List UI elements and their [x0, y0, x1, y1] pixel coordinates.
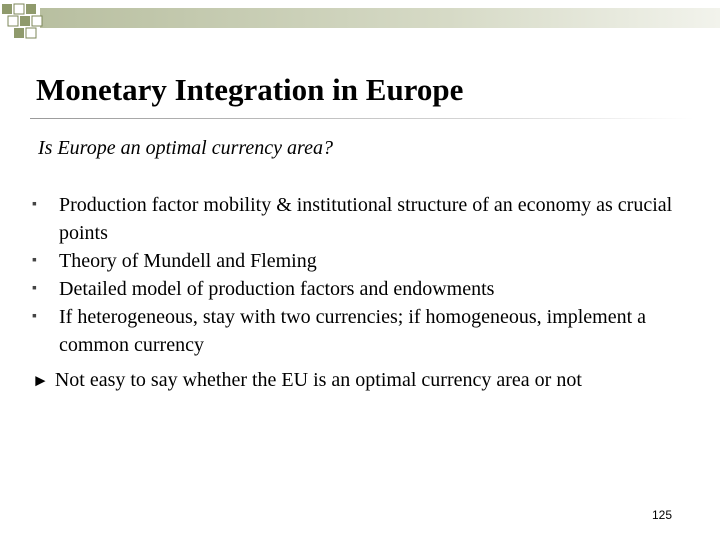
- bullet-square-icon: ▪: [32, 197, 37, 212]
- deco-square: [8, 16, 18, 26]
- bullet-text: If heterogeneous, stay with two currencies; if homogeneous, implement a common currency: [59, 306, 647, 356]
- bullet-square-icon: ▪: [32, 309, 37, 324]
- bullet-text: Production factor mobility & institutional structure of an economy as crucial points: [59, 194, 673, 244]
- bullet-square-icon: ▪: [32, 281, 37, 296]
- deco-square: [14, 4, 24, 14]
- title-divider: [30, 118, 695, 119]
- list-item: [32, 275, 702, 303]
- bullet-list: [32, 191, 702, 359]
- header-decoration: [0, 0, 720, 42]
- arrow-right-icon: ►: [32, 371, 49, 390]
- bullet-square-icon: ▪: [32, 253, 37, 268]
- bullet-text: Theory of Mundell and Fleming: [59, 250, 317, 272]
- deco-square: [26, 28, 36, 38]
- bullet-text: Detailed model of production factors and endowments: [59, 278, 495, 300]
- deco-square: [2, 4, 12, 14]
- deco-square: [14, 28, 24, 38]
- conclusion-line: [32, 366, 712, 395]
- deco-square: [32, 16, 42, 26]
- deco-square: [26, 4, 36, 14]
- slide-subtitle: Is Europe an optimal currency area?: [38, 137, 333, 159]
- list-item: [32, 303, 702, 359]
- slide-title: Monetary Integration in Europe: [36, 72, 464, 107]
- deco-square: [20, 16, 30, 26]
- list-item: [32, 247, 702, 275]
- page-number: 125: [652, 508, 673, 522]
- conclusion-text: Not easy to say whether the EU is an optimal currency area or not: [54, 369, 582, 391]
- header-band: [40, 8, 720, 28]
- list-item: [32, 191, 702, 247]
